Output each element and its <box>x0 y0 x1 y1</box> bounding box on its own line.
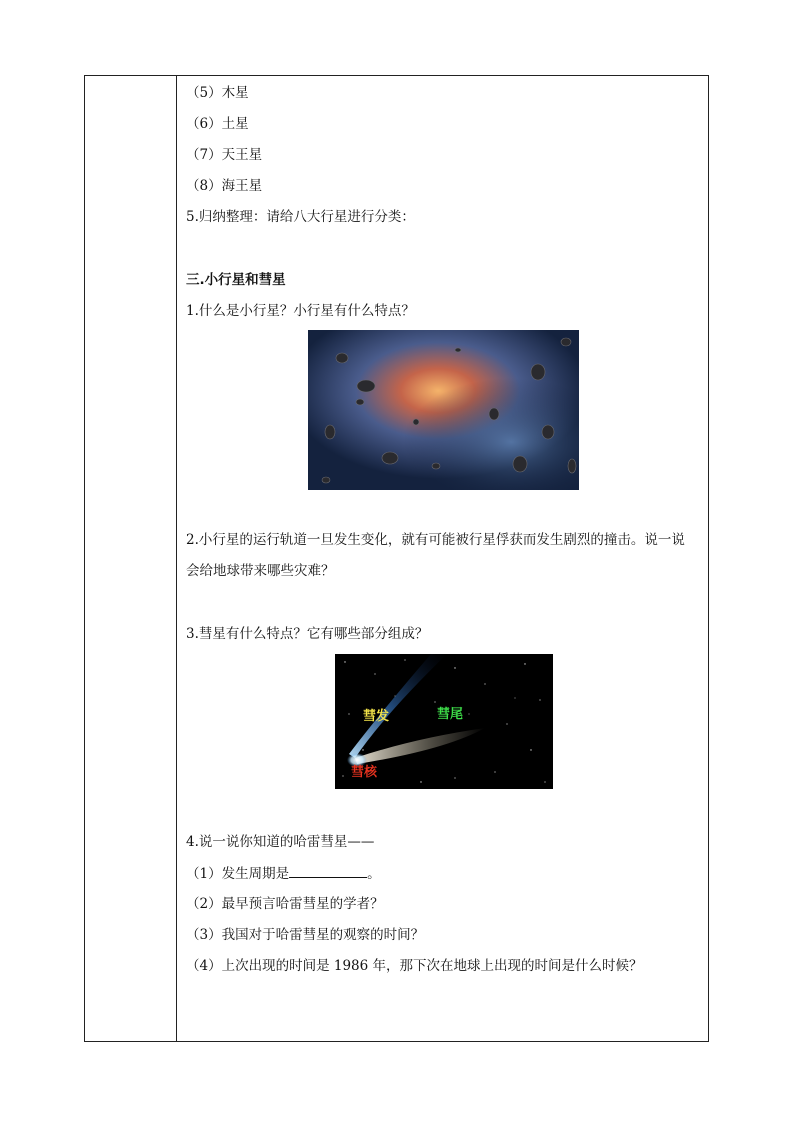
worksheet-table <box>84 75 709 1042</box>
question-4: 4.说一说你知道的哈雷彗星—— <box>186 834 375 850</box>
question-2-line-1: 2.小行星的运行轨道一旦发生变化，就有可能被行星俘获而发生剧烈的撞击。说一说 <box>186 532 685 548</box>
question-4-1-end: 。 <box>367 866 381 882</box>
column-divider <box>176 76 177 1041</box>
question-3: 3.彗星有什么特点？它有哪些部分组成？ <box>186 626 429 642</box>
question-4-1 <box>186 864 381 883</box>
planet-jupiter: （5）木星 <box>186 85 249 101</box>
question-4-1-text: （1）发生周期是 <box>186 866 290 882</box>
planet-neptune: （8）海王星 <box>186 178 263 194</box>
tail-label: 彗尾 <box>437 707 464 722</box>
question-4-3: （3）我国对于哈雷彗星的观察的时间？ <box>186 927 425 943</box>
planet-saturn: （6）土星 <box>186 116 249 132</box>
planet-uranus: （7）天王星 <box>186 147 263 163</box>
answer-blank[interactable] <box>289 864 367 878</box>
question-4-4: （4）上次出现的时间是 1986 年，那下次在地球上出现的时间是什么时候？ <box>186 958 643 974</box>
question-1: 1.什么是小行星？小行星有什么特点？ <box>186 303 415 319</box>
question-4-2: （2）最早预言哈雷彗星的学者？ <box>186 896 384 912</box>
question-2-line-2: 会给地球带来哪些灾难？ <box>186 563 335 579</box>
question-5: 5.归纳整理：请给八大行星进行分类： <box>186 209 415 225</box>
nucleus-label: 彗核 <box>351 765 378 780</box>
coma-label: 彗发 <box>363 709 390 724</box>
asteroid-image <box>308 330 579 490</box>
section-3-title: 三.小行星和彗星 <box>186 272 286 288</box>
comet-image <box>335 654 553 789</box>
